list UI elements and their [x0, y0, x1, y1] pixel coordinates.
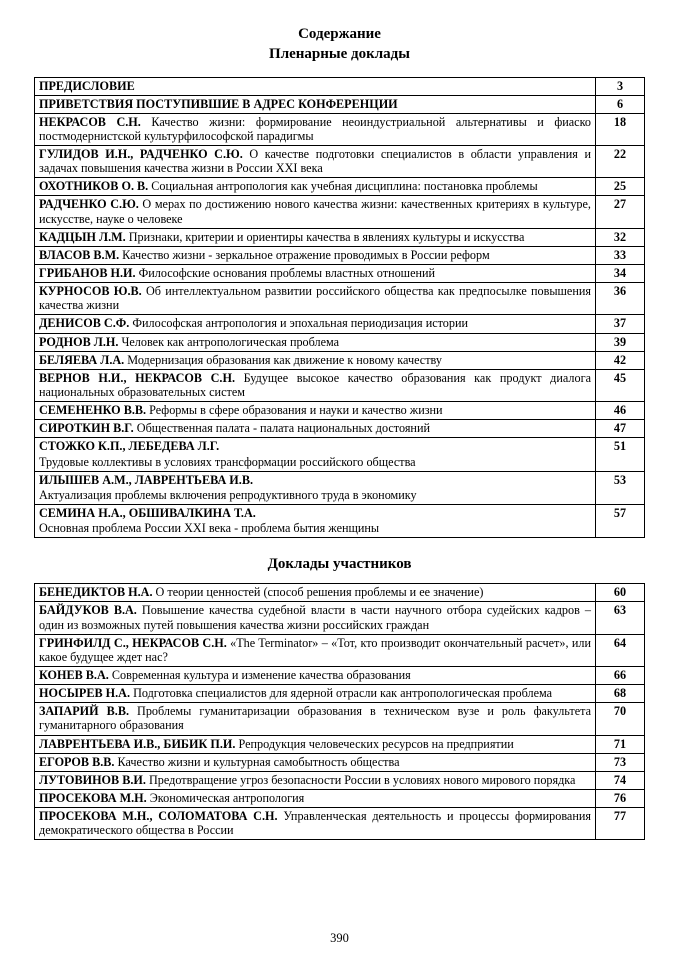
toc-entry [35, 95, 596, 113]
toc-entry-title: Качество жизни: формирование неоиндустриальной альтернативы и фиаско постмодернистской культурфилософской парадигмы [39, 114, 591, 143]
participants-heading: Доклады участников [267, 556, 412, 573]
toc-entry-page: 70 [596, 703, 645, 735]
table-row [35, 685, 645, 703]
toc-entry-subtitle: Актуализация проблемы включения репродуктивного труда в экономику [39, 487, 417, 502]
toc-entry [35, 753, 596, 771]
toc-entry-subtitle: Основная проблема России XXI века - проблема бытия женщины [39, 521, 380, 536]
toc-entry-page: 32 [596, 228, 645, 246]
toc-entry-page: 46 [596, 402, 645, 420]
toc-entry-title: Подготовка специалистов для ядерной отрасли как антропологическая проблема [130, 686, 553, 701]
toc-entry-page: 27 [596, 196, 645, 228]
toc-entry-page: 57 [596, 505, 645, 538]
toc-entry [35, 602, 596, 634]
toc-entry-page: 22 [596, 146, 645, 178]
table-row [35, 333, 645, 351]
toc-entry-author: ЕГОРОВ В.В. [39, 754, 115, 769]
toc-entry-title: Экономическая антропология [146, 790, 305, 805]
toc-entry [35, 789, 596, 807]
toc-entry [35, 113, 596, 145]
toc-entry-page: 66 [596, 667, 645, 685]
toc-entry-author: НЕКРАСОВ С.Н. [39, 114, 141, 129]
toc-entry-author: КОНЕВ В.А. [39, 668, 109, 682]
toc-entry-author: ГРИНФИЛД С., НЕКРАСОВ С.Н. [39, 635, 227, 650]
table-row [35, 178, 645, 196]
toc-entry [35, 283, 596, 315]
table-row [35, 246, 645, 264]
toc-entry-page: 77 [596, 808, 645, 840]
toc-entry [35, 333, 596, 351]
table-row [35, 438, 645, 471]
title-plenary: Пленарные доклады [269, 46, 410, 63]
toc-entry [35, 808, 596, 840]
toc-entry-author: БЕНЕДИКТОВ Н.А. [39, 585, 153, 600]
toc-entry-page: 60 [596, 584, 645, 602]
toc-entry-title: Будущее высокое качество образования как продукт диалога национальных образовательных систем [39, 370, 592, 400]
toc-entry-title: О теории ценностей (способ решения проблемы и ее значение) [152, 585, 484, 600]
toc-entry-page: 74 [596, 771, 645, 789]
toc-entry-page: 36 [596, 283, 645, 315]
toc-entry-title: Реформы в сфере образования и науки и качество жизни [146, 403, 443, 418]
toc-entry-title: Качество жизни и культурная самобытность общества [114, 754, 400, 769]
toc-entry [35, 315, 596, 333]
toc-entry-page: 68 [596, 685, 645, 703]
toc-entry-author: РАДЧЕНКО С.Ю. [39, 197, 139, 212]
toc-entry-page: 37 [596, 315, 645, 333]
page-number: 390 [330, 931, 349, 945]
toc-entry-page: 63 [596, 602, 645, 634]
plenary-toc-table [34, 77, 645, 539]
toc-entry-author: ВЛАСОВ В.М. [39, 247, 120, 262]
toc-entry [35, 420, 596, 438]
participants-toc-table [34, 583, 645, 840]
toc-entry-author: ЗАПАРИЙ В.В. [39, 704, 129, 719]
toc-entry-title: Социальная антропология как учебная дисциплина: постановка проблемы [148, 179, 538, 194]
table-row [35, 789, 645, 807]
toc-entry-author: ГРИБАНОВ Н.И. [39, 266, 136, 281]
toc-entry [35, 77, 596, 95]
toc-entry-page: 64 [596, 634, 645, 666]
toc-entry [35, 703, 596, 735]
table-row [35, 113, 645, 145]
toc-entry-author: СЕМИНА Н.А., ОБШИВАЛКИНА Т.А. [39, 506, 256, 521]
title-contents: Содержание [298, 26, 381, 42]
toc-entry [35, 735, 596, 753]
table-row [35, 735, 645, 753]
toc-entry-author: ПРОСЕКОВА М.Н. [39, 790, 147, 805]
toc-entry-title: Человек как антропологическая проблема [118, 334, 340, 349]
toc-entry [35, 228, 596, 246]
table-row [35, 703, 645, 735]
toc-entry-title: Признаки, критерии и ориентиры качества в явлениях культуры и искусства [125, 229, 525, 244]
toc-entry-title: Репродукция человеческих ресурсов на предприятии [235, 736, 514, 751]
toc-entry-author: ПРИВЕТСТВИЯ ПОСТУПИВШИЕ В АДРЕС КОНФЕРЕНЦИИ [39, 96, 398, 111]
table-row [35, 228, 645, 246]
toc-entry [35, 402, 596, 420]
toc-entry-author: ОХОТНИКОВ О. В. [39, 179, 149, 194]
toc-entry [35, 505, 596, 538]
toc-entry [35, 471, 596, 504]
toc-entry [35, 667, 596, 685]
toc-entry-page: 6 [596, 95, 645, 113]
toc-entry-title: О качестве подготовки специалистов в области управления и задачах повышения качества жизни в России XXI века [39, 147, 591, 176]
toc-entry-title: Проблемы гуманитаризации образования в техническом вузе и роль факультета гуманитарного образования [39, 704, 591, 733]
table-row [35, 351, 645, 369]
toc-entry-page: 39 [596, 333, 645, 351]
toc-entry-page: 42 [596, 351, 645, 369]
toc-entry [35, 584, 596, 602]
table-row [35, 771, 645, 789]
table-row [35, 315, 645, 333]
table-row [35, 420, 645, 438]
table-row [35, 584, 645, 602]
toc-entry-author: ИЛЫШЕВ А.М., ЛАВРЕНТЬЕВА И.В. [39, 472, 254, 487]
toc-entry-author: ДЕНИСОВ С.Ф. [39, 316, 130, 331]
toc-entry-author: РОДНОВ Л.Н. [39, 334, 119, 349]
table-row [35, 634, 645, 666]
toc-entry-author: БАЙДУКОВ В.А. [39, 603, 137, 618]
table-row [35, 667, 645, 685]
toc-entry-page: 51 [596, 438, 645, 471]
toc-entry [35, 246, 596, 264]
toc-entry-title: «The Terminator» – «Тот, кто производит окончательный расчет», или какое будущее ждет нас? [39, 635, 591, 664]
toc-entry-title: Модернизация образования как движение к новому качеству [124, 352, 442, 367]
table-row [35, 196, 645, 228]
table-row [35, 402, 645, 420]
toc-entry-page: 33 [596, 246, 645, 264]
toc-entry [35, 685, 596, 703]
toc-entry-title: Предотвращение угроз безопасности России в условиях нового мирового порядка [145, 772, 576, 787]
toc-entry-title: Современная культура и изменение качества образования [108, 668, 411, 682]
toc-entry-page: 45 [596, 369, 645, 401]
toc-entry-author: СЕМЕНЕНКО В.В. [39, 403, 147, 418]
table-row [35, 369, 645, 401]
toc-entry [35, 178, 596, 196]
toc-entry-author: ПРЕДИСЛОВИЕ [39, 78, 135, 93]
toc-entry [35, 196, 596, 228]
toc-entry-page: 76 [596, 789, 645, 807]
toc-entry-author: НОСЫРЕВ Н.А. [39, 686, 131, 701]
table-row [35, 471, 645, 504]
toc-entry-author: КАДЦЫН Л.М. [39, 229, 126, 244]
table-row [35, 77, 645, 95]
toc-entry-author: ВЕРНОВ Н.И., НЕКРАСОВ С.Н. [39, 370, 235, 385]
toc-entry-author: ЛАВРЕНТЬЕВА И.В., БИБИК П.И. [39, 736, 236, 751]
toc-entry [35, 265, 596, 283]
toc-entry-author: СТОЖКО К.П., ЛЕБЕДЕВА Л.Г. [39, 439, 220, 454]
toc-entry-author: ПРОСЕКОВА М.Н., СОЛОМАТОВА С.Н. [39, 809, 278, 824]
toc-entry-title: Повышение качества судебной власти в части научного отбора судейских кадров – один из возможных путей повышения качества жизни российских граждан [39, 603, 591, 632]
toc-entry-page: 18 [596, 113, 645, 145]
toc-entry-title: Качество жизни - зеркальное отражение проводимых в России реформ [119, 247, 490, 262]
toc-entry-author: ГУЛИДОВ И.Н., РАДЧЕНКО С.Ю. [39, 147, 243, 162]
table-row [35, 265, 645, 283]
page-title [34, 24, 645, 65]
toc-entry [35, 146, 596, 178]
table-row [35, 146, 645, 178]
toc-entry-author: СИРОТКИН В.Г. [39, 421, 134, 436]
toc-entry-title: Философская антропология и эпохальная периодизация истории [129, 316, 469, 331]
toc-entry-author: ЛУТОВИНОВ В.И. [39, 772, 146, 787]
toc-entry [35, 351, 596, 369]
toc-entry [35, 369, 596, 401]
table-row [35, 753, 645, 771]
toc-entry-author: КУРНОСОВ Ю.В. [39, 284, 142, 299]
toc-entry-title: Управленческая деятельность и процессы формирования демократического общества в России [39, 809, 591, 838]
toc-entry-page: 34 [596, 265, 645, 283]
toc-entry-page: 25 [596, 178, 645, 196]
toc-entry [35, 634, 596, 666]
toc-entry-page: 73 [596, 753, 645, 771]
table-row [35, 505, 645, 538]
toc-entry-page: 47 [596, 420, 645, 438]
table-row [35, 95, 645, 113]
table-row [35, 808, 645, 840]
toc-entry [35, 771, 596, 789]
toc-entry-subtitle: Трудовые коллективы в условиях трансформации российского общества [39, 454, 416, 469]
toc-entry-page: 3 [596, 77, 645, 95]
table-row [35, 602, 645, 634]
toc-entry-title: Об интеллектуальном развитии российского общества как предпосылке повышения качества жизни [39, 284, 591, 313]
toc-entry-title: О мерах по достижению нового качества жизни: качественных критериях в культуре, искусстве, науке о человеке [39, 197, 591, 226]
toc-entry-title: Философские основания проблемы властных отношений [135, 266, 436, 281]
toc-entry-title: Общественная палата - палата национальных достояний [133, 421, 431, 436]
table-row [35, 283, 645, 315]
toc-entry [35, 438, 596, 471]
toc-entry-author: БЕЛЯЕВА Л.А. [39, 352, 125, 367]
toc-entry-page: 53 [596, 471, 645, 504]
toc-entry-page: 71 [596, 735, 645, 753]
